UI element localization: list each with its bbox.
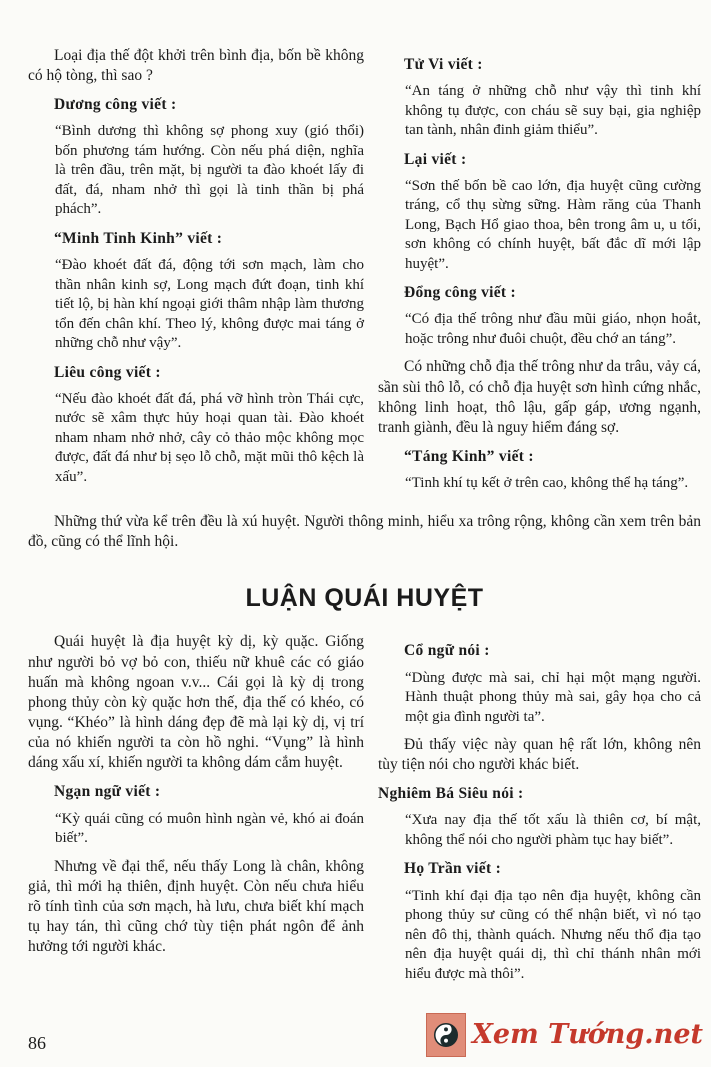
bottom-left-column	[28, 632, 364, 992]
quote-source-heading: “Minh Tinh Kinh” viết :	[54, 229, 223, 247]
quote-source-heading: Dương công viết :	[54, 96, 177, 114]
quote-source-heading: Tử Vi viết :	[404, 56, 483, 73]
page-number: 86	[28, 1032, 46, 1053]
quotation: “Tinh khí đại địa tạo nên địa huyệt, không cần phong thủy sư cũng có thể nhận biết, vì nó tạo nên đô thị, thành quách. Nhưng nếu thổ địa tạo nên địa huyệt quái dị, thì chỉ thánh nhân mới hiểu được mà thôi”.	[405, 887, 701, 982]
full-width-paragraph: Những thứ vừa kể trên đều là xú huyệt. Người thông minh, hiểu xa trông rộng, không cần xem trên bản đồ, cũng có thể lĩnh hội.	[28, 512, 701, 550]
quotation: “Kỳ quái cũng có muôn hình ngàn vẻ, khó ai đoán biết”.	[55, 810, 364, 847]
quote-source-heading: Lại viết :	[404, 150, 467, 168]
watermark	[426, 1013, 703, 1057]
quotation: “Tinh khí tụ kết ở trên cao, không thể hạ táng”.	[405, 475, 689, 492]
quote-source-heading: Họ Trần viết :	[404, 860, 502, 878]
quotation: “Đào khoét đất đá, động tới sơn mạch, làm cho thần nhân kinh sợ, Long mạch đứt đoạn, tinh khí tiết lộ, bị hàn khí ngoại giới thâm nhập làm thương tổn đến chân khí. Theo lý, không được mai táng ở những chỗ như vậy”.	[55, 257, 364, 352]
yin-yang-icon	[426, 1013, 466, 1057]
quotation: “Xưa nay địa thế tốt xấu là thiên cơ, bí mật, không thể nói cho người phàm tục hay biết”.	[405, 812, 701, 848]
quotation: “Bình dương thì không sợ phong xuy (gió thổi) bốn phương tám hướng. Còn nếu phá diện, nghĩa là trên đầu, trên mặt, bị người ta đào khoét lấy đi đất, đá, nham nhở thì gọi là tinh thần bị phá phách”.	[55, 123, 364, 218]
paragraph: Có những chỗ địa thế trông như da trâu, vảy cá, sần sùi thô lỗ, có chỗ địa huyệt sơn hình cứng nhắc, không linh hoạt, thô lậu, gấp gáp, ương ngạnh, tranh giành, đều là nguy hiểm đáng sợ.	[378, 358, 701, 436]
quote-source-heading: Ngạn ngữ viết :	[54, 783, 161, 801]
paragraph: Đủ thấy việc này quan hệ rất lớn, không nên tùy tiện nói cho người khác biết.	[378, 736, 701, 774]
bottom-section	[28, 632, 701, 992]
quote-source-heading: Cổ ngữ nói :	[404, 642, 490, 660]
quote-source-heading: Liêu công viết :	[54, 363, 161, 381]
bottom-right-column	[378, 632, 701, 992]
top-section	[28, 46, 701, 502]
watermark-text: Xem Tướng.net	[471, 1019, 703, 1051]
top-right-column	[378, 46, 701, 502]
quote-source-heading: Đổng công viết :	[404, 284, 516, 302]
section-heading: LUẬN QUÁI HUYỆT	[245, 583, 484, 612]
quotation: “Có địa thế trông như đầu mũi giáo, nhọn hoắt, hoặc trông như đuôi chuột, đều chớ an táng”.	[405, 311, 701, 347]
paragraph: Loại địa thế đột khởi trên bình địa, bốn bề không có hộ tòng, thì sao ?	[28, 47, 364, 85]
quotation: “Nếu đào khoét đất đá, phá vỡ hình tròn Thái cực, nước sẽ xâm thực hủy hoại quan tài. Đào khoét nham nham nhở nhở, cây cỏ thảo mộc không mọc được, đất đá như bị sẹo lỗ chỗ, mặt mũi thô kệch là xấu”.	[55, 390, 364, 485]
quote-source-heading: “Táng Kinh” viết :	[404, 447, 534, 465]
paragraph: Nhưng về đại thể, nếu thấy Long là chân, không giả, thì mới hạ thiên, định huyệt. Còn nếu chưa hiểu rõ tính tình của sơn mạch, hà lưu, chưa biết khí mạch tụ hay tán, thì cũng chớ tùy tiện phát ngôn để ảnh hưởng tới người khác.	[28, 857, 364, 956]
quote-source-heading: Nghiêm Bá Siêu nói :	[378, 785, 524, 803]
paragraph: Quái huyệt là địa huyệt kỳ dị, kỳ quặc. Giống như người bỏ vợ bỏ con, thiếu nữ khuê các có giáo huấn mà không ngoan v.v... Cái gọi là kỳ dị trong phong thủy còn kỳ quặc hơn thế, địa thế có khéo, có vụng. “Khéo” là hình dáng đẹp đẽ mà lại kỳ dị, vị trí của nó khiến người ta còn hồ nghi. “Vụng” là hình dáng xấu xí, khiến người ta không dám cắm huyệt.	[28, 633, 364, 772]
quotation: “Sơn thế bốn bề cao lớn, địa huyệt cũng cường tráng, cổ thụ sừng sững. Hàm răng của Thanh Long, Bạch Hổ giao thoa, bên trong âm u, u tối, sơn không có chính huyệt, bất đắc dĩ mới lập huyệt”.	[405, 177, 701, 272]
quotation: “An táng ở những chỗ như vậy thì tinh khí không tụ được, con cháu sẽ suy bại, gia nghiệp tan tành, nhân đinh giảm thiểu”.	[405, 83, 701, 139]
top-left-column	[28, 46, 364, 502]
quotation: “Dùng được mà sai, chỉ hại một mạng người. Hành thuật phong thủy mà sai, gây họa cho cả một gia đình người ta”.	[405, 669, 701, 725]
